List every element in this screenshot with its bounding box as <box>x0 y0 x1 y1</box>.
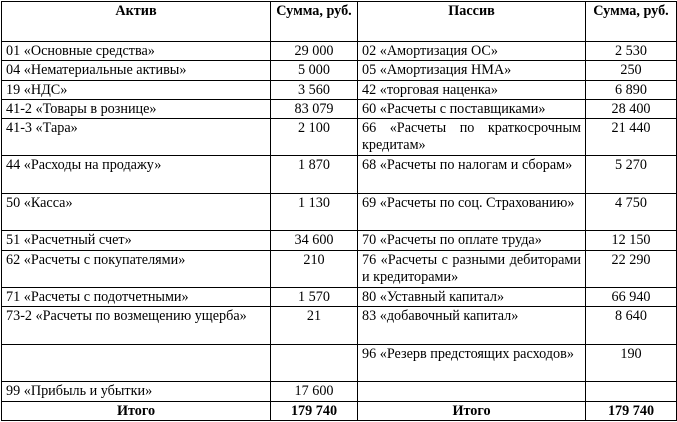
active-account: 99 «Прибыль и убытки» <box>2 382 271 401</box>
table-row <box>2 80 677 99</box>
passive-account <box>358 382 586 401</box>
table-row <box>2 307 677 344</box>
passive-sum: 250 <box>586 61 677 80</box>
passive-account: 96 «Резерв предстоящих расходов» <box>358 344 586 381</box>
table-row <box>2 119 677 156</box>
active-sum: 5 000 <box>271 61 358 80</box>
active-account: 41-2 «Товары в рознице» <box>2 99 271 118</box>
active-sum: 29 000 <box>271 42 358 61</box>
active-account: 19 «НДС» <box>2 80 271 99</box>
passive-account: 69 «Расчеты по соц. Страхованию» <box>358 193 586 230</box>
table-row <box>2 250 677 287</box>
table-row <box>2 42 677 61</box>
total-row <box>2 401 677 420</box>
active-account: 01 «Основные средства» <box>2 42 271 61</box>
header-sum-active: Сумма, руб. <box>271 2 358 42</box>
active-sum: 3 560 <box>271 80 358 99</box>
passive-sum: 4 750 <box>586 193 677 230</box>
active-sum <box>271 344 358 381</box>
active-sum: 21 <box>271 307 358 344</box>
active-sum: 2 100 <box>271 119 358 156</box>
header-sum-passive: Сумма, руб. <box>586 2 677 42</box>
header-passive: Пассив <box>358 2 586 42</box>
active-account: 44 «Расходы на продажу» <box>2 156 271 193</box>
table-row <box>2 382 677 401</box>
header-active: Актив <box>2 2 271 42</box>
active-sum: 1 870 <box>271 156 358 193</box>
passive-sum: 190 <box>586 344 677 381</box>
active-sum: 210 <box>271 250 358 287</box>
active-account: 62 «Расчеты с покупателями» <box>2 250 271 287</box>
passive-sum: 6 890 <box>586 80 677 99</box>
active-sum: 34 600 <box>271 231 358 250</box>
passive-sum <box>586 382 677 401</box>
passive-account: 80 «Уставный капитал» <box>358 288 586 307</box>
passive-sum: 21 440 <box>586 119 677 156</box>
active-sum: 1 130 <box>271 193 358 230</box>
active-account: 71 «Расчеты с подотчетными» <box>2 288 271 307</box>
total-label-active: Итого <box>2 401 271 420</box>
passive-account: 05 «Амортизация НМА» <box>358 61 586 80</box>
table-row <box>2 99 677 118</box>
active-account: 51 «Расчетный счет» <box>2 231 271 250</box>
active-account: 41-3 «Тара» <box>2 119 271 156</box>
passive-sum: 22 290 <box>586 250 677 287</box>
active-sum: 83 079 <box>271 99 358 118</box>
active-account: 73-2 «Расчеты по возмещению ущерба» <box>2 307 271 344</box>
passive-sum: 8 640 <box>586 307 677 344</box>
table-row <box>2 193 677 230</box>
balance-table <box>1 1 677 421</box>
passive-sum: 5 270 <box>586 156 677 193</box>
passive-account: 66 «Расчеты по краткосрочным кредитам» <box>358 119 586 156</box>
total-sum-passive: 179 740 <box>586 401 677 420</box>
passive-sum: 28 400 <box>586 99 677 118</box>
active-account: 50 «Касса» <box>2 193 271 230</box>
total-sum-active: 179 740 <box>271 401 358 420</box>
active-account <box>2 344 271 381</box>
table-row <box>2 156 677 193</box>
table-row <box>2 231 677 250</box>
table-row <box>2 344 677 381</box>
active-account: 04 «Нематериальные активы» <box>2 61 271 80</box>
passive-account: 76 «Расчеты с разными дебиторами и кредиторами» <box>358 250 586 287</box>
passive-account: 02 «Амортизация ОС» <box>358 42 586 61</box>
total-label-passive: Итого <box>358 401 586 420</box>
table-row <box>2 61 677 80</box>
passive-account: 83 «добавочный капитал» <box>358 307 586 344</box>
passive-account: 70 «Расчеты по оплате труда» <box>358 231 586 250</box>
passive-account: 42 «торговая наценка» <box>358 80 586 99</box>
passive-sum: 66 940 <box>586 288 677 307</box>
table-row <box>2 288 677 307</box>
passive-sum: 2 530 <box>586 42 677 61</box>
passive-sum: 12 150 <box>586 231 677 250</box>
passive-account: 60 «Расчеты с поставщиками» <box>358 99 586 118</box>
active-sum: 1 570 <box>271 288 358 307</box>
passive-account: 68 «Расчеты по налогам и сборам» <box>358 156 586 193</box>
active-sum: 17 600 <box>271 382 358 401</box>
